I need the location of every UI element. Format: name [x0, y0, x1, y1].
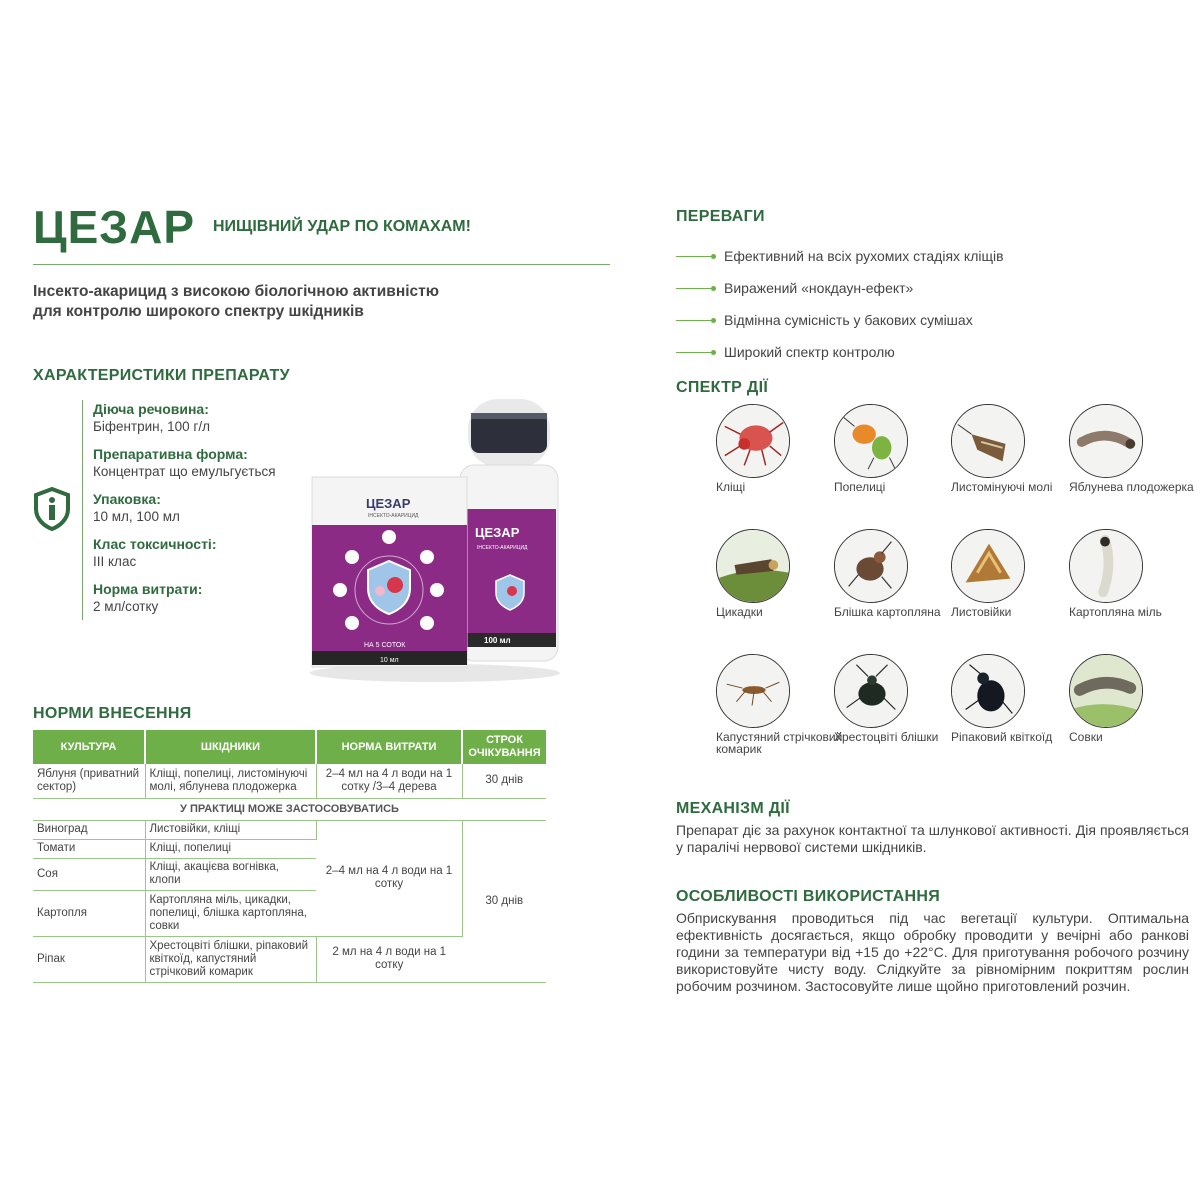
advantage-item — [676, 304, 1004, 336]
pollen-beetle-icon — [951, 654, 1025, 728]
moth-icon — [951, 404, 1025, 478]
crop-cell: Картопля — [33, 890, 145, 936]
pest-item — [951, 529, 1081, 618]
practice-label: У ПРАКТИЦІ МОЖЕ ЗАСТОСОВУВАТИСЬ — [33, 798, 546, 820]
info-shield-icon — [32, 487, 72, 531]
char-item — [93, 535, 276, 571]
bullet-line-icon — [676, 352, 714, 353]
column-header: НОРМА ВИТРАТИ — [316, 730, 462, 764]
pest-item — [834, 654, 964, 743]
characteristics-list — [93, 400, 276, 625]
larva-icon — [1069, 404, 1143, 478]
advantage-item — [676, 336, 1004, 368]
leafroller-icon — [951, 529, 1025, 603]
characteristics-bar — [82, 400, 83, 620]
spectrum-title: СПЕКТР ДІЇ — [676, 379, 769, 396]
advantage-text: Відмінна сумісність у бакових сумішах — [724, 312, 973, 328]
usage-title: ОСОБЛИВОСТІ ВИКОРИСТАННЯ — [676, 888, 941, 905]
char-value: 10 мл, 100 мл — [93, 509, 180, 524]
char-label: Клас токсичності: — [93, 536, 217, 552]
leafhopper-icon — [716, 529, 790, 603]
bottle — [460, 399, 558, 661]
wait-cell: 30 днів — [462, 764, 546, 798]
char-value: III клас — [93, 554, 137, 569]
midge-icon — [716, 654, 790, 728]
rate-cell: 2–4 мл на 4 л води на 1 сотку /3–4 дерева — [316, 764, 462, 798]
mite-icon — [716, 404, 790, 478]
advantage-text: Виражений «нокдаун-ефект» — [724, 280, 914, 296]
pest-name: Листовійки — [951, 605, 1012, 619]
potato-moth-larva-icon — [1069, 529, 1143, 603]
char-item — [93, 400, 276, 436]
pests-cell: Хрестоцвіті блішки, ріпаковий квіткоїд, капустяний стрічковий комарик — [145, 936, 316, 982]
pest-name: Цикадки — [716, 605, 763, 619]
bottle-brand: ЦЕЗАР — [475, 525, 520, 540]
pest-item — [1069, 529, 1199, 618]
advantage-text: Ефективний на всіх рухомих стадіях кліщів — [724, 248, 1004, 264]
sachet-volume: 10 мл — [380, 657, 399, 664]
pest-name: Совки — [1069, 730, 1103, 744]
char-item — [93, 490, 276, 526]
column-header: КУЛЬТУРА — [33, 730, 145, 764]
brand-title: ЦЕЗАР — [33, 201, 196, 253]
pest-item — [1069, 404, 1199, 493]
crop-cell: Томати — [33, 839, 145, 858]
pest-item — [951, 404, 1081, 493]
pest-item — [951, 654, 1081, 743]
char-item — [93, 580, 276, 616]
crop-cell: Яблуня (приватний сектор) — [33, 764, 145, 798]
mechanism-title: МЕХАНІЗМ ДІЇ — [676, 800, 790, 817]
description-line-2: для контролю широкого спектру шкідників — [33, 303, 364, 320]
characteristics-title: ХАРАКТЕРИСТИКИ ПРЕПАРАТУ — [33, 367, 290, 384]
advantages-list — [676, 240, 1004, 368]
char-label: Препаративна форма: — [93, 446, 248, 462]
product-description — [33, 282, 593, 322]
char-label: Упаковка: — [93, 491, 161, 507]
sachet-brand: ЦЕЗАР — [366, 496, 411, 511]
char-value: 2 мл/сотку — [93, 599, 159, 614]
pest-item — [834, 404, 964, 493]
pest-item — [1069, 654, 1199, 743]
table-row — [33, 820, 546, 839]
column-header: СТРОК ОЧІКУВАННЯ — [462, 730, 546, 764]
rate-cell: 2 мл на 4 л води на 1 сотку — [316, 936, 462, 982]
pest-name: Яблунева плодожерка — [1069, 480, 1194, 494]
bottle-volume: 100 мл — [484, 636, 511, 645]
column-header: ШКІДНИКИ — [145, 730, 316, 764]
advantage-item — [676, 240, 1004, 272]
pests-cell: Кліщі, акацієва вогнівка, клопи — [145, 858, 316, 890]
cutworm-icon — [1069, 654, 1143, 728]
bullet-line-icon — [676, 288, 714, 289]
crop-cell: Соя — [33, 858, 145, 890]
char-value: Біфентрин, 100 г/л — [93, 419, 210, 434]
norms-title: НОРМИ ВНЕСЕННЯ — [33, 705, 192, 722]
flea-beetle-icon — [834, 529, 908, 603]
rate-cell-group: 2–4 мл на 4 л води на 1 сотку — [316, 820, 462, 936]
sachet-type: ІНСЕКТО-АКАРИЦИД — [368, 513, 419, 519]
mechanism-text: Препарат діє за рахунок контактної та шлункової активності. Дія проявляється у паралічі нервової системи шкідників. — [676, 822, 1189, 855]
char-label: Норма витрати: — [93, 581, 203, 597]
crop-cell: Ріпак — [33, 936, 145, 982]
aphid-icon — [834, 404, 908, 478]
pests-cell: Кліщі, попелиці — [145, 839, 316, 858]
char-label: Діюча речовина: — [93, 401, 209, 417]
title-divider — [33, 264, 610, 265]
pests-cell: Кліщі, попелиці, листомінуючі молі, яблунева плодожерка — [145, 764, 316, 798]
practice-row — [33, 798, 546, 820]
advantage-text: Широкий спектр контролю — [724, 344, 895, 360]
pest-name: Картопляна міль — [1069, 605, 1162, 619]
pests-cell: Листовійки, кліщі — [145, 820, 316, 839]
table-header-row — [33, 730, 546, 764]
pest-name: Кліщі — [716, 480, 746, 494]
norms-table — [33, 730, 546, 983]
pests-cell: Картопляна міль, цикадки, попелиці, блішка картопляна, совки — [145, 890, 316, 936]
pest-name: Попелиці — [834, 480, 886, 494]
sachet-area: НА 5 СОТОК — [364, 642, 406, 649]
pest-item — [716, 529, 846, 618]
char-value: Концентрат що емульгується — [93, 464, 276, 479]
wait-cell-group: 30 днів — [462, 820, 546, 982]
crop-cell: Виноград — [33, 820, 145, 839]
char-item — [93, 445, 276, 481]
table-row — [33, 764, 546, 798]
pest-name: Блішка картопляна — [834, 605, 941, 619]
usage-text: Обприскування проводиться під час вегетації культури. Оптимальна ефективність досягається, якщо обробку проводити у вечірні або ранкові години за температури від +15 до +22°C. Для приготування робочого розчину використовуйте чисту воду. Слідкуйте за рівномірним покриттям рослин робочим розчином. Застосовуйте лише щойно приготовлений розчин. — [676, 910, 1189, 994]
bottle-type: ІНСЕКТО-АКАРИЦИД — [477, 545, 528, 551]
pest-item — [716, 404, 846, 493]
product-packaging-image — [300, 385, 560, 685]
bullet-line-icon — [676, 320, 714, 321]
description-line-1: Інсекто-акарицид з високою біологічною активністю — [33, 283, 439, 300]
slogan: НИЩІВНИЙ УДАР ПО КОМАХАМ! — [213, 218, 471, 235]
sachet — [312, 477, 467, 667]
pest-item — [716, 654, 846, 755]
crucifer-flea-icon — [834, 654, 908, 728]
pest-name: Ріпаковий квіткоїд — [951, 730, 1053, 744]
advantages-title: ПЕРЕВАГИ — [676, 208, 765, 225]
pest-name: Капустяний стрічковий комарик — [716, 730, 843, 756]
pest-name: Хрестоцвіті блішки — [834, 730, 939, 744]
advantage-item — [676, 272, 1004, 304]
pest-name: Листомінуючі молі — [951, 480, 1053, 494]
pest-item — [834, 529, 964, 618]
bullet-line-icon — [676, 256, 714, 257]
